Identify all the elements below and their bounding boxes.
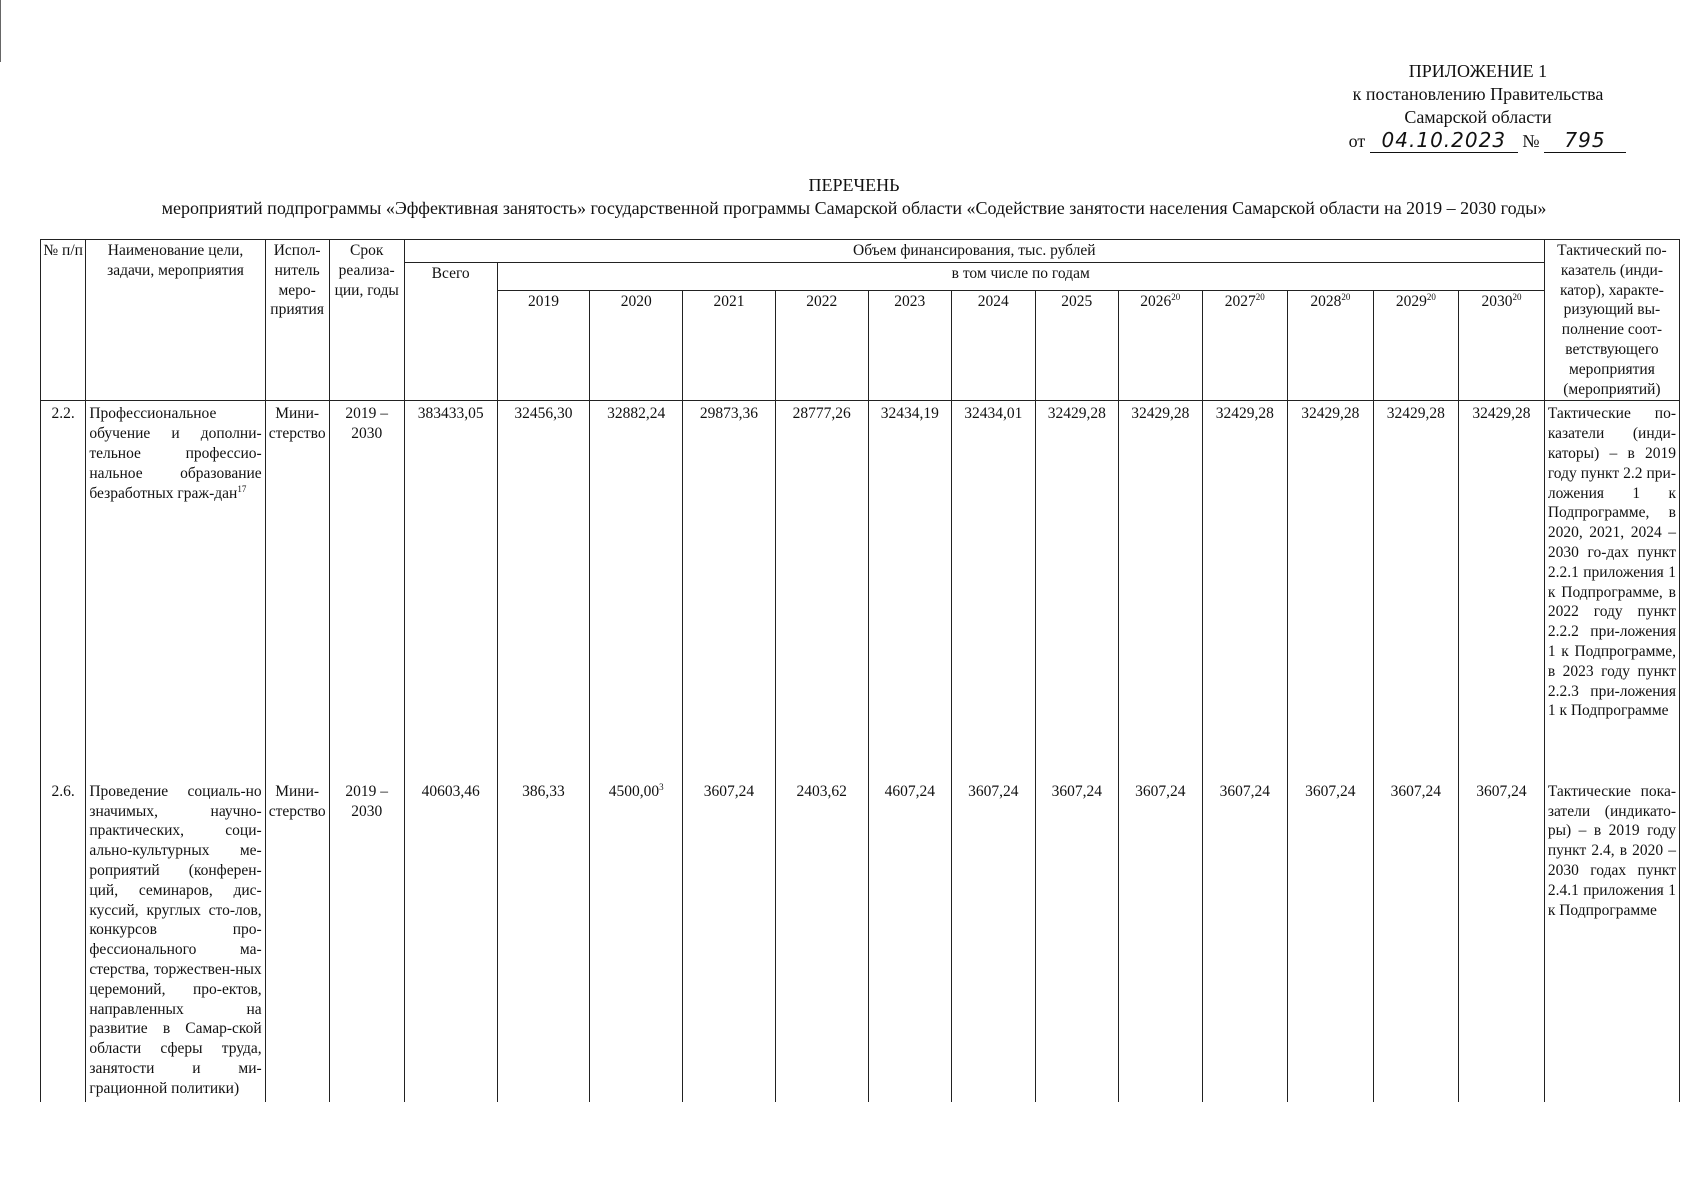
header-year-label: 2020 — [620, 293, 652, 311]
header-year-2022 — [775, 291, 868, 401]
row-value-2024 — [952, 779, 1035, 1102]
row-value-text: 4607,24 — [884, 782, 935, 800]
row-value-text: 3607,24 — [1476, 782, 1527, 800]
row-value-2028 — [1288, 401, 1374, 779]
row-value-text: 3607,24 — [968, 782, 1019, 800]
header-year-footnote: 20 — [1255, 292, 1265, 303]
row-value-text: 32882,24 — [607, 405, 666, 423]
header-row-1 — [41, 240, 1680, 263]
header-year-2026 — [1119, 291, 1202, 401]
row-value-2025 — [1035, 779, 1118, 1102]
header-year-label: 2026 — [1140, 293, 1172, 311]
row-value-2021 — [683, 779, 776, 1102]
row-value-2030 — [1459, 779, 1545, 1102]
row-period: 2019 – 2030 — [329, 779, 404, 1102]
row-value-text: 29873,36 — [699, 405, 758, 423]
row-value-2022 — [775, 401, 868, 779]
row-value-2025 — [1035, 401, 1118, 779]
row-name-footnote: 17 — [237, 483, 247, 494]
header-year-2029 — [1373, 291, 1459, 401]
row-value-2020 — [590, 779, 683, 1102]
header-num: № п/п — [41, 240, 86, 401]
header-year-label: 2023 — [894, 293, 926, 311]
row-value-2021 — [683, 401, 776, 779]
header-year-label: 2019 — [527, 293, 559, 311]
row-value-2029 — [1373, 779, 1459, 1102]
header-year-2030 — [1459, 291, 1545, 401]
header-year-label: 2029 — [1395, 293, 1427, 311]
header-year-2025 — [1035, 291, 1118, 401]
row-value-2020 — [590, 401, 683, 779]
row-value-2029 — [1373, 401, 1459, 779]
activities-table — [40, 239, 1680, 1102]
row-value-2019 — [497, 779, 590, 1102]
header-name: Наименование цели, задачи, мероприятия — [86, 240, 265, 401]
row-value-text: 32434,19 — [880, 405, 939, 423]
header-year-label: 2024 — [977, 293, 1009, 311]
row-value-2030 — [1459, 401, 1545, 779]
approval-date-line — [1328, 129, 1628, 153]
header-year-label: 2028 — [1310, 293, 1342, 311]
header-year-label: 2030 — [1481, 293, 1513, 311]
header-indicator: Тактический по-казатель (инди-катор), характе-ризующий вы-полнение соот-ветствующего мероприятия (мероприятий) — [1544, 240, 1679, 401]
header-total: Всего — [404, 262, 497, 401]
approval-line-2: к постановлению Правительства — [1352, 84, 1604, 104]
row-number: 2.6. — [41, 779, 86, 1102]
row-indicator: Тактические пока-затели (индикато-ры) – в 2019 году пункт 2.4, в 2020 – 2030 годах пункт 2.4.1 приложения 1 к Подпрограмме — [1544, 779, 1679, 1102]
row-value-text: 32429,28 — [1386, 405, 1445, 423]
header-year-label: 2021 — [713, 293, 745, 311]
row-value-text: 386,33 — [522, 782, 565, 800]
row-value-2026 — [1119, 779, 1202, 1102]
header-period: Срок реализа-ции, годы — [329, 240, 404, 401]
header-year-2021 — [683, 291, 776, 401]
row-value-text: 2403,62 — [796, 782, 847, 800]
row-value-text: 4500,00 — [608, 782, 660, 800]
row-value-text: 3607,24 — [1219, 782, 1270, 800]
header-year-label: 2022 — [806, 293, 838, 311]
table-row — [41, 401, 1680, 779]
header-year-footnote: 20 — [1426, 292, 1436, 303]
header-year-footnote: 20 — [1341, 292, 1351, 303]
approval-stamp-block — [1328, 60, 1628, 153]
handwritten-number: 795 — [1544, 129, 1626, 153]
header-year-2028 — [1288, 291, 1374, 401]
row-value-2027 — [1202, 779, 1288, 1102]
header-year-footnote: 20 — [1512, 292, 1522, 303]
row-number: 2.2. — [41, 401, 86, 779]
header-funding: Объем финансирования, тыс. рублей — [404, 240, 1544, 263]
row-value-2023 — [868, 401, 951, 779]
row-value-text: 32429,28 — [1215, 405, 1274, 423]
header-executor: Испол-нитель меро-приятия — [265, 240, 329, 401]
row-value-text: 3607,24 — [1390, 782, 1442, 800]
row-value-text: 3607,24 — [1135, 782, 1186, 800]
table-row — [41, 779, 1680, 1102]
row-value-text: 3607,24 — [1305, 782, 1356, 800]
row-value-2026 — [1119, 401, 1202, 779]
row-executor: Мини-стерство — [265, 779, 329, 1102]
row-value-2028 — [1288, 779, 1374, 1102]
row-total: 383433,05 — [404, 401, 497, 779]
document-title: ПЕРЕЧЕНЬ — [808, 175, 900, 195]
row-value-2027 — [1202, 401, 1288, 779]
header-year-2019 — [497, 291, 590, 401]
row-indicator: Тактические по-казатели (инди-каторы) – в 2019 году пункт 2.2 при-ложения 1 к Подпрограмме, в 2020, 2021, 2024 – 2030 го-дах пункт 2.2.1 приложения 1 к Подпрограмме, в 2022 году пункт 2.2.2 при-ложения 1 к Подпрограмме, в 2023 году пункт 2.2.3 при-ложения 1 к Подпрограмме — [1544, 401, 1679, 779]
row-value-footnote: 3 — [659, 781, 664, 792]
scan-edge-line — [0, 0, 1, 62]
row-name-text: Проведение социаль-но значимых, научно-практических, соци-ально-культурных ме-роприятий (конферен-ций, семинаров, дис-куссий, круглых сто-лов, конкурсов про-фессионального ма-стерства, торжествен-ных церемоний, про-ектов, направленных на развитие в Самар-ской области сферы труда, занятости и ми-грационной политики) — [89, 782, 262, 1097]
number-prefix: № — [1522, 131, 1540, 151]
row-name — [86, 779, 265, 1102]
header-year-2020 — [590, 291, 683, 401]
header-year-label: 2027 — [1224, 293, 1256, 311]
row-value-text: 32429,28 — [1301, 405, 1360, 423]
row-value-text: 32429,28 — [1047, 405, 1106, 423]
approval-line-1: ПРИЛОЖЕНИЕ 1 — [1408, 61, 1548, 81]
approval-line-3: Самарской области — [1404, 107, 1552, 127]
row-value-2023 — [868, 779, 951, 1102]
row-value-2022 — [775, 779, 868, 1102]
row-executor: Мини-стерство — [265, 401, 329, 779]
row-value-text: 32429,28 — [1131, 405, 1190, 423]
header-year-2023 — [868, 291, 951, 401]
header-year-2024 — [952, 291, 1035, 401]
row-value-2019 — [497, 401, 590, 779]
row-value-text: 32434,01 — [964, 405, 1023, 423]
row-total: 40603,46 — [404, 779, 497, 1102]
header-year-footnote: 20 — [1171, 292, 1181, 303]
header-year-2027 — [1202, 291, 1288, 401]
row-name — [86, 401, 265, 779]
document-subtitle: мероприятий подпрограммы «Эффективная занятость» государственной программы Самарской области «Содействие занятости населения Самарской области на 2019 – 2030 годы» — [161, 198, 1547, 218]
row-name-text: Профессиональное обучение и дополни-тельное профессио-нальное образование безработных граж-дан — [89, 405, 262, 502]
date-prefix: от — [1348, 131, 1366, 151]
row-period: 2019 – 2030 — [329, 401, 404, 779]
row-value-2024 — [952, 401, 1035, 779]
row-value-text: 3607,24 — [1051, 782, 1102, 800]
handwritten-date: 04.10.2023 — [1370, 129, 1518, 153]
header-year-label: 2025 — [1061, 293, 1093, 311]
row-value-text: 32429,28 — [1472, 405, 1531, 423]
row-value-text: 32456,30 — [514, 405, 573, 423]
row-value-text: 3607,24 — [703, 782, 755, 800]
header-by-years: в том числе по годам — [497, 262, 1544, 291]
row-value-text: 28777,26 — [792, 405, 851, 423]
